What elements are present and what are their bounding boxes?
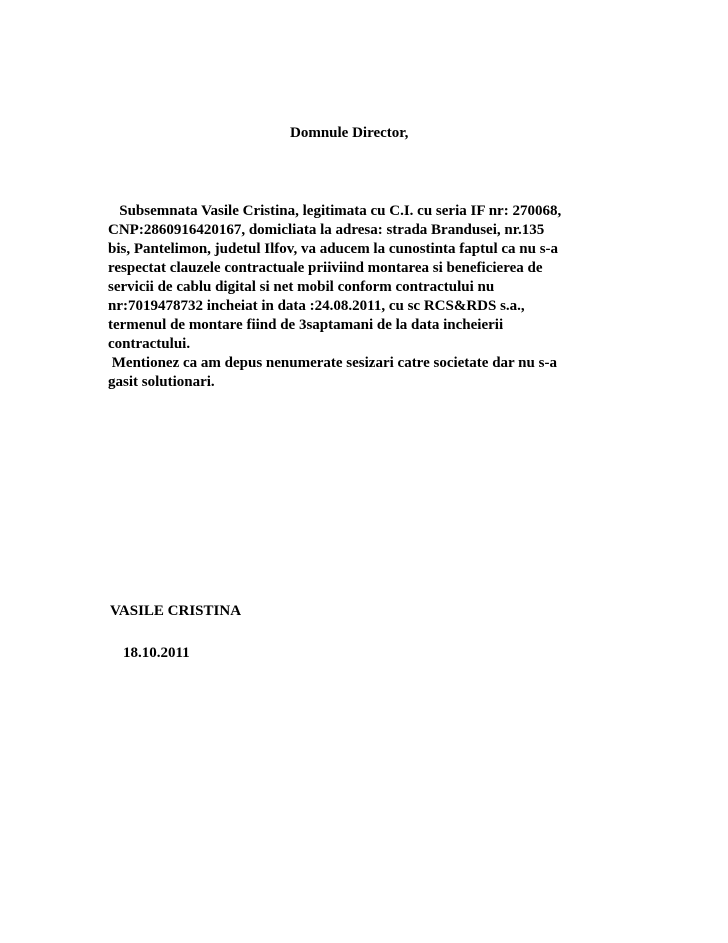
salutation: Domnule Director, (290, 125, 409, 141)
body-line: termenul de montare fiind de 3saptamani de la data incheierii (108, 317, 504, 333)
body-line: servicii de cablu digital si net mobil conform contractului nu (108, 279, 495, 295)
body-line: respectat clauzele contractuale priiviind montarea si beneficierea de (108, 260, 543, 276)
body-line: gasit solutionari. (108, 374, 215, 390)
body-line: Mentionez ca am depus nenumerate sesizari catre societate dar nu s-a (108, 355, 557, 371)
signature-date: 18.10.2011 (123, 645, 190, 661)
body-line: contractului. (108, 336, 191, 352)
letter-body (108, 202, 628, 392)
body-line: Subsemnata Vasile Cristina, legitimata cu C.I. cu seria IF nr: 270068, (108, 203, 562, 219)
signature-name: VASILE CRISTINA (110, 603, 242, 619)
body-line: CNP:2860916420167, domicliata la adresa: strada Brandusei, nr.135 (108, 222, 545, 238)
body-line: bis, Pantelimon, judetul Ilfov, va aducem la cunostinta faptul ca nu s-a (108, 241, 559, 257)
body-line: nr:7019478732 incheiat in data :24.08.2011, cu sc RCS&RDS s.a., (108, 298, 525, 314)
